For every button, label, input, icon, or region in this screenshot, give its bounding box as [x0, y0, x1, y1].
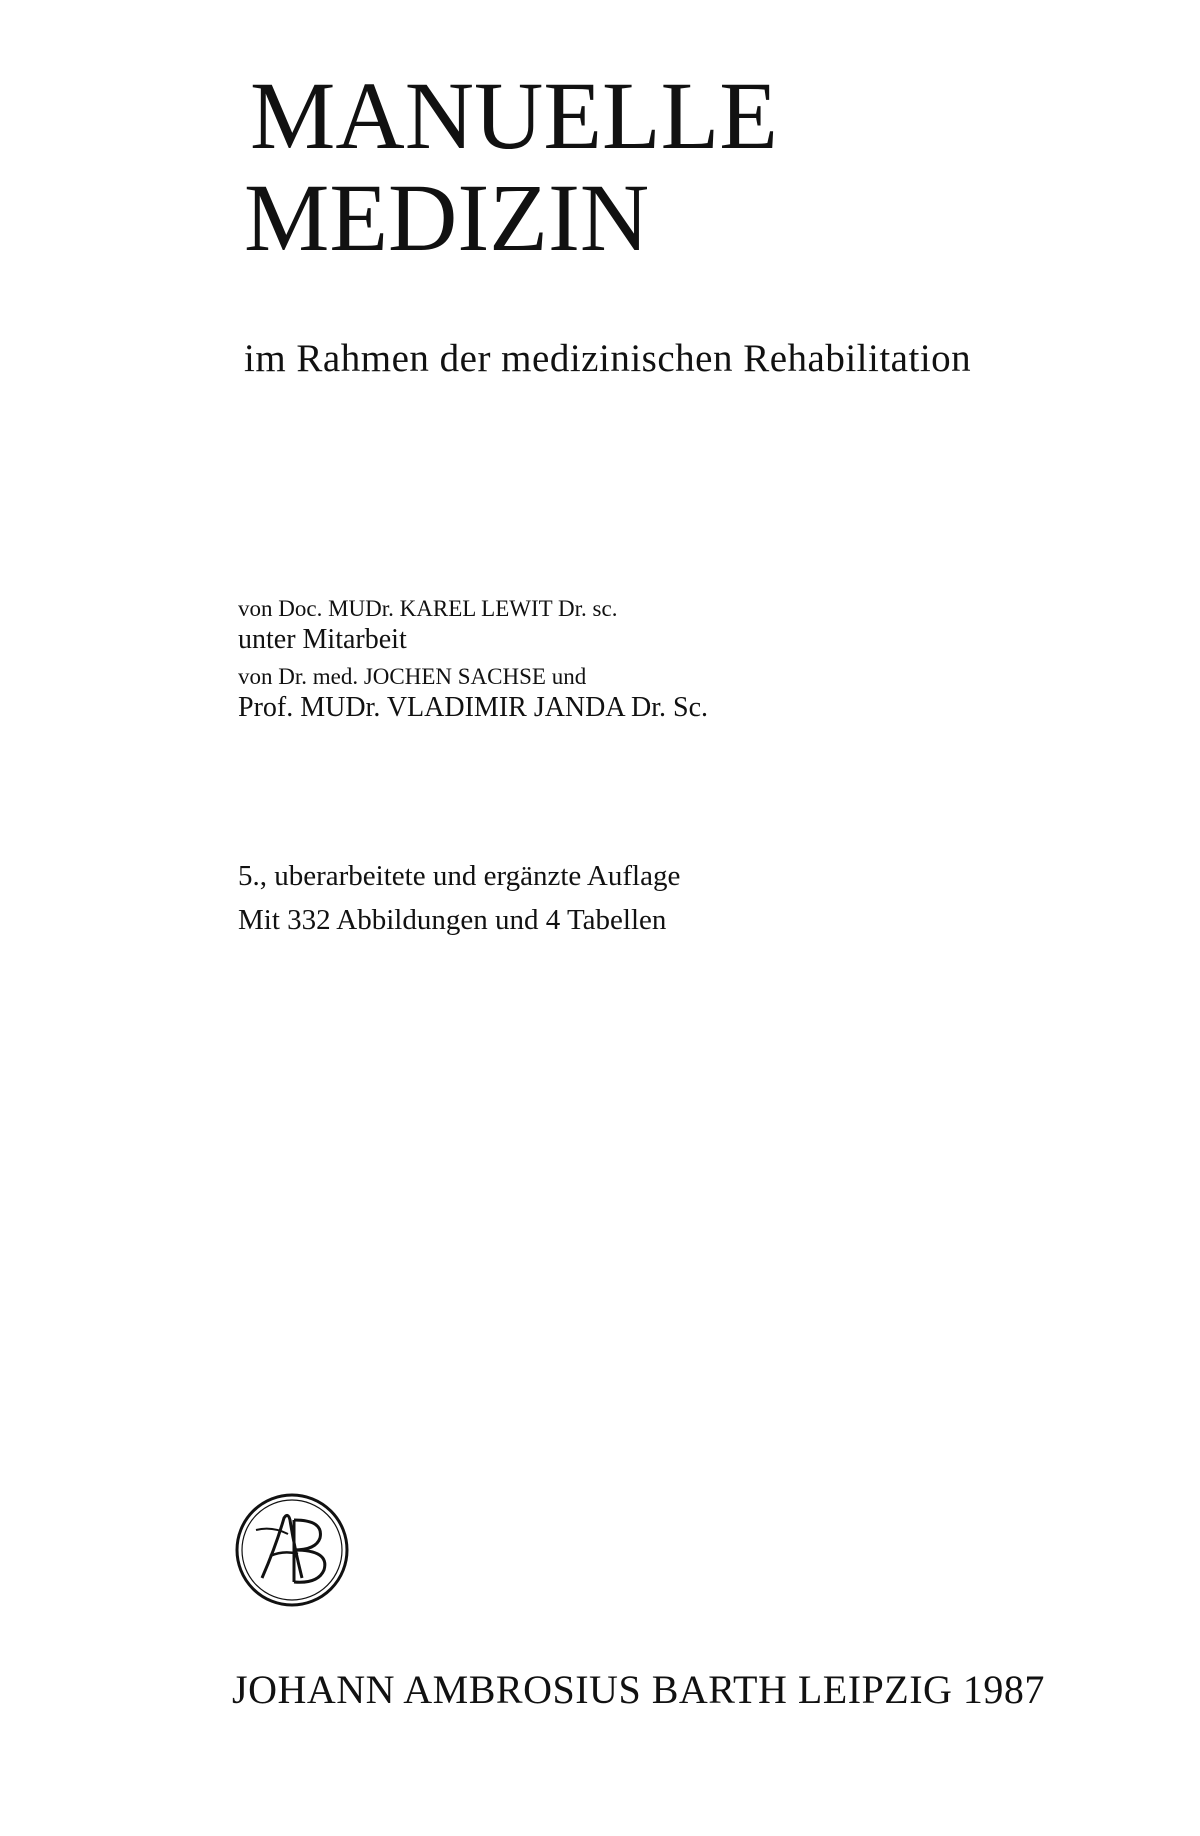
author-line-3: von Dr. med. JOCHEN SACHSE und	[238, 664, 587, 689]
author-line-1: von Doc. MUDr. KAREL LEWIT Dr. sc.	[238, 596, 618, 621]
book-subtitle: im Rahmen der medizinischen Rehabilitation	[244, 337, 972, 380]
author-line-2: unter Mitarbeit	[238, 624, 407, 655]
book-title-line-1: MANUELLE	[250, 62, 778, 169]
book-title-line-2: MEDIZIN	[244, 164, 650, 271]
edition-line: 5., uberarbeitete und ergänzte Auflage	[238, 860, 681, 892]
publisher-imprint: JOHANN AMBROSIUS BARTH LEIPZIG 1987	[232, 1667, 1045, 1712]
author-line-4: Prof. MUDr. VLADIMIR JANDA Dr. Sc.	[238, 692, 709, 723]
illustrations-line: Mit 332 Abbildungen und 4 Tabellen	[238, 904, 667, 936]
publisher-monogram-icon	[232, 1490, 352, 1610]
